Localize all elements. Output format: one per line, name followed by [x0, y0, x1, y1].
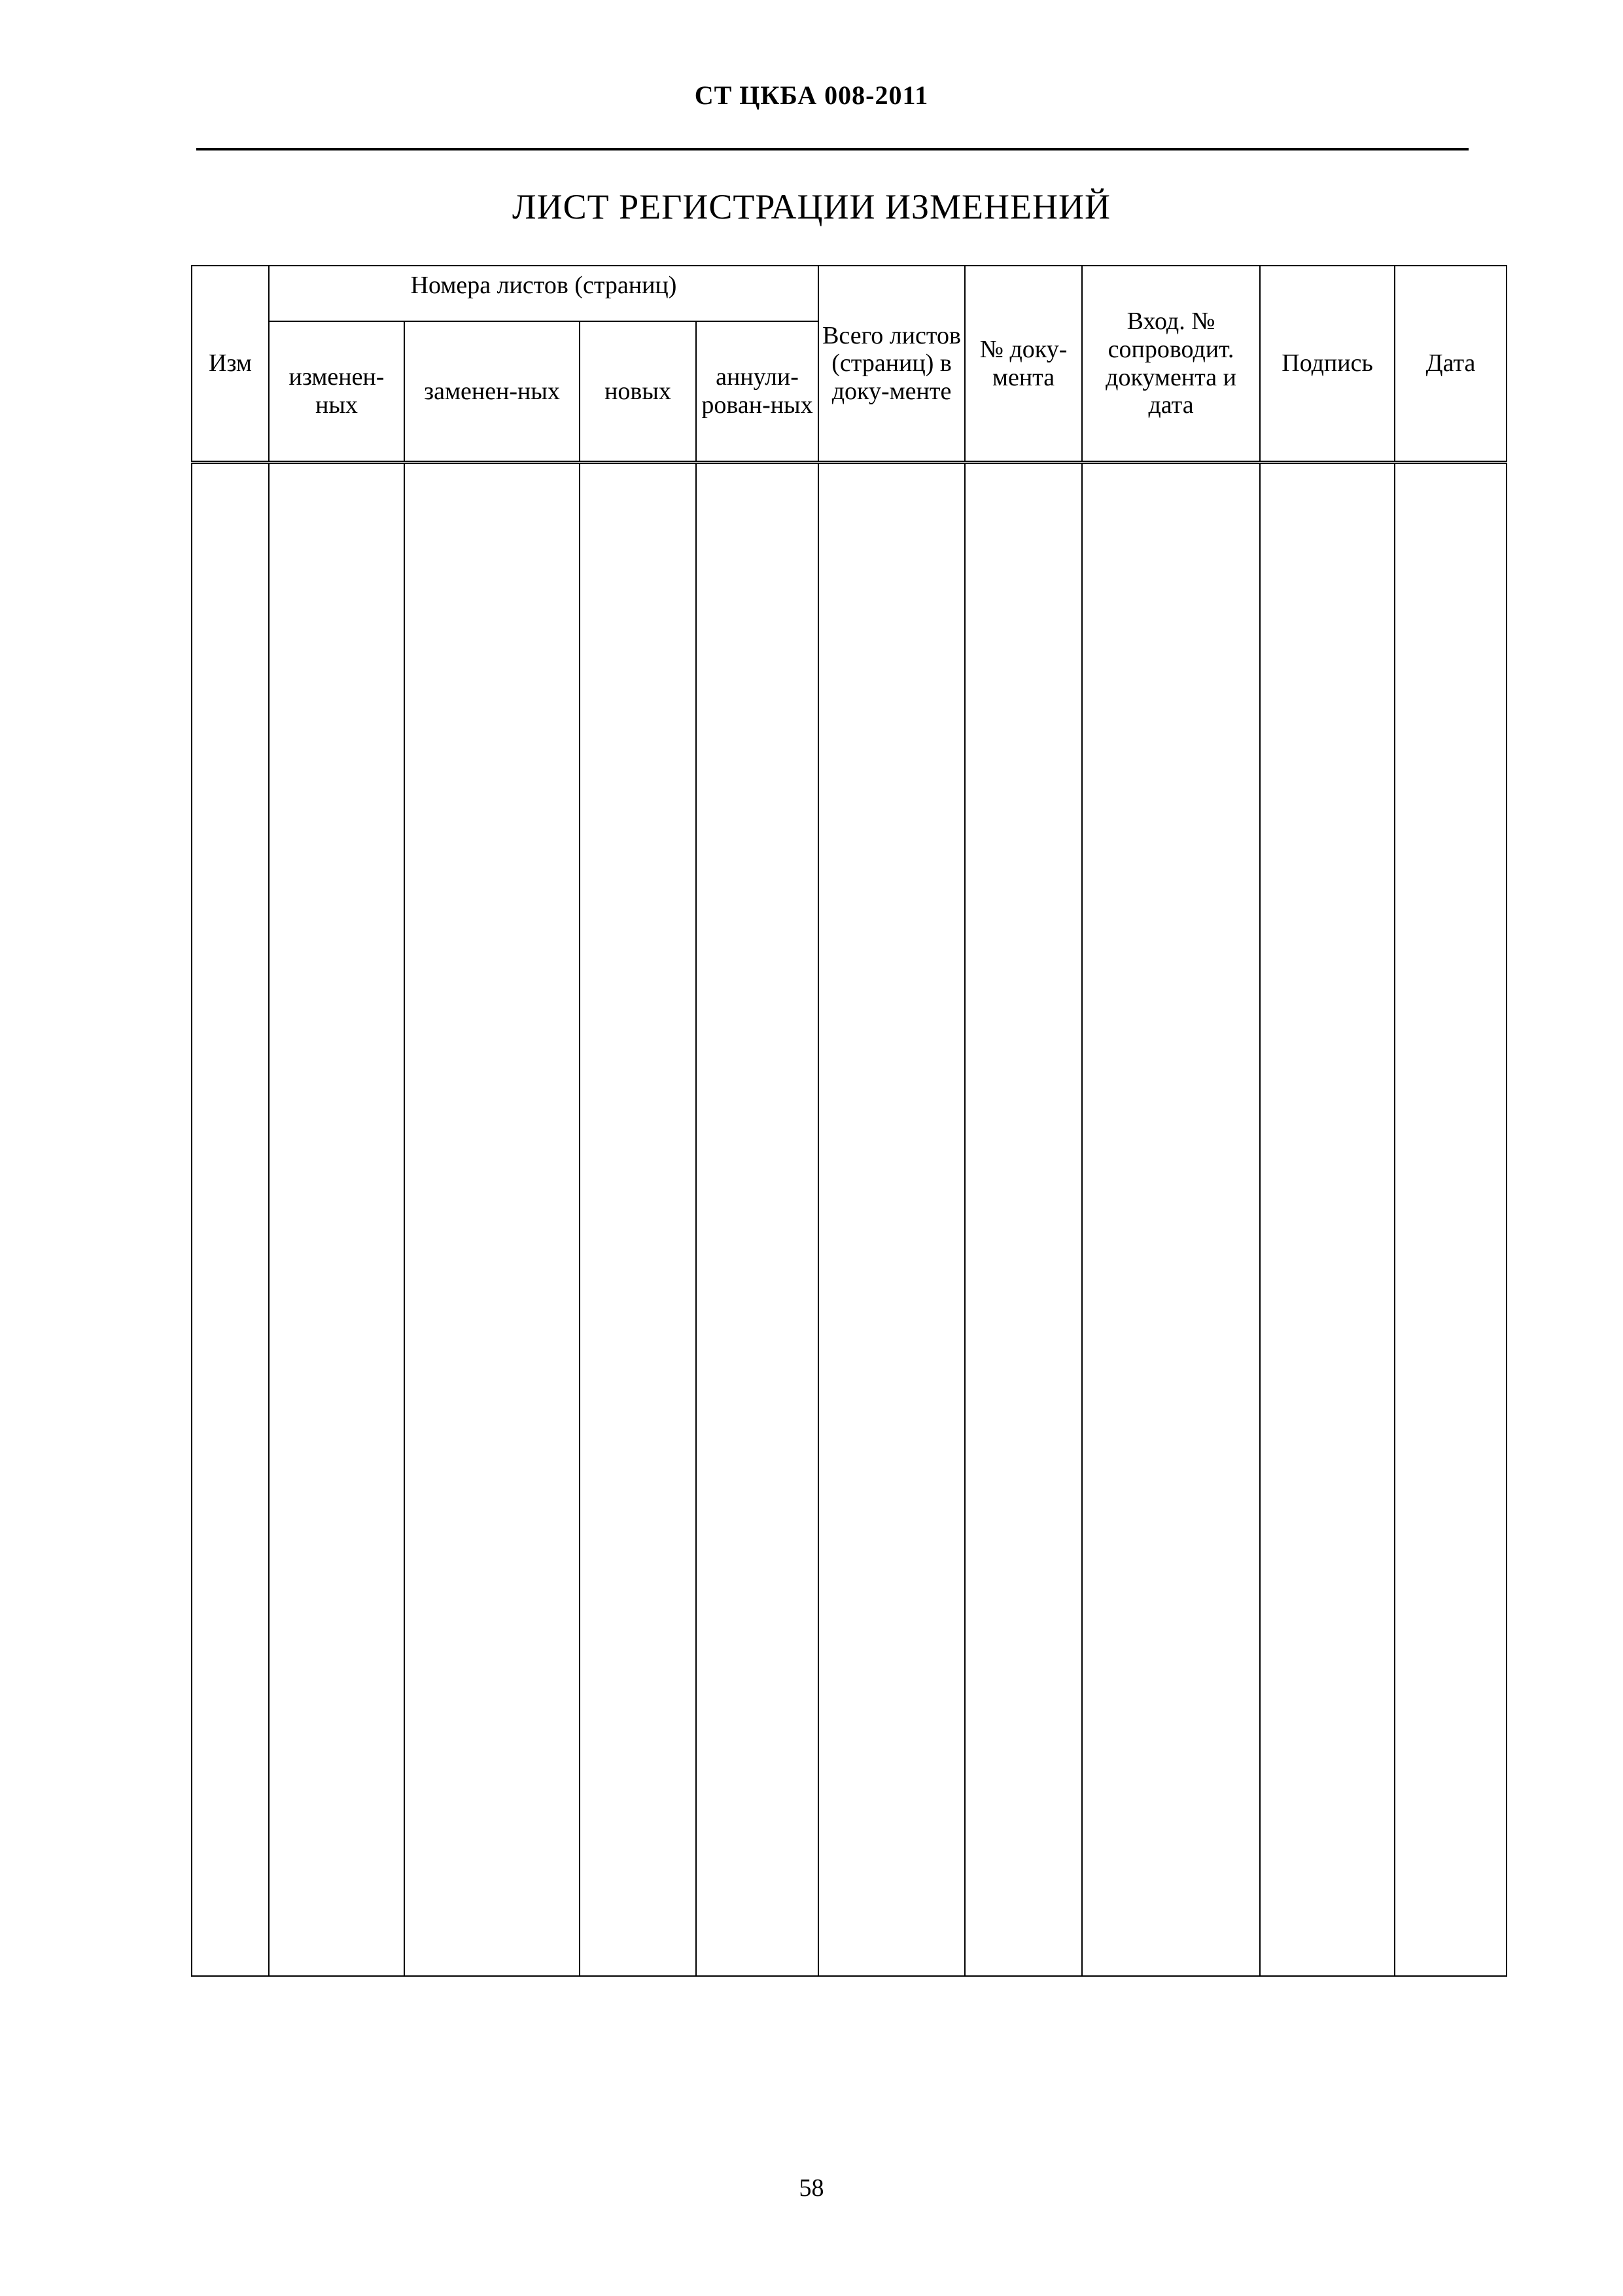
cell-document-number[interactable] — [965, 463, 1082, 1977]
header-replaced: заменен-ных — [404, 321, 580, 463]
header-date: Дата — [1395, 266, 1507, 463]
header-signature: Подпись — [1260, 266, 1395, 463]
header-annulled: аннули-рован-ных — [696, 321, 818, 463]
header-total-sheets: Всего листов (страниц) в доку-менте — [818, 266, 965, 463]
page-number: 58 — [799, 2174, 824, 2202]
header-document-number: № доку-мента — [965, 266, 1082, 463]
header-new: новых — [580, 321, 696, 463]
page-title: ЛИСТ РЕГИСТРАЦИИ ИЗМЕНЕНИЙ — [512, 187, 1111, 226]
header-izm: Изм — [192, 266, 269, 463]
change-registration-table — [191, 265, 1507, 1977]
document-code: СТ ЦКБА 008-2011 — [694, 80, 929, 110]
cell-incoming-number[interactable] — [1082, 463, 1260, 1977]
cell-date[interactable] — [1395, 463, 1507, 1977]
cell-replaced[interactable] — [404, 463, 580, 1977]
cell-signature[interactable] — [1260, 463, 1395, 1977]
header-incoming-number: Вход. № сопроводит. документа и дата — [1082, 266, 1260, 463]
header-sheet-numbers: Номера листов (страниц) — [269, 266, 818, 321]
header-rule — [196, 148, 1469, 150]
cell-izm[interactable] — [192, 463, 269, 1977]
cell-changed[interactable] — [269, 463, 404, 1977]
cell-new[interactable] — [580, 463, 696, 1977]
header-changed: изменен-ных — [269, 321, 404, 463]
cell-total-sheets[interactable] — [818, 463, 965, 1977]
cell-annulled[interactable] — [696, 463, 818, 1977]
